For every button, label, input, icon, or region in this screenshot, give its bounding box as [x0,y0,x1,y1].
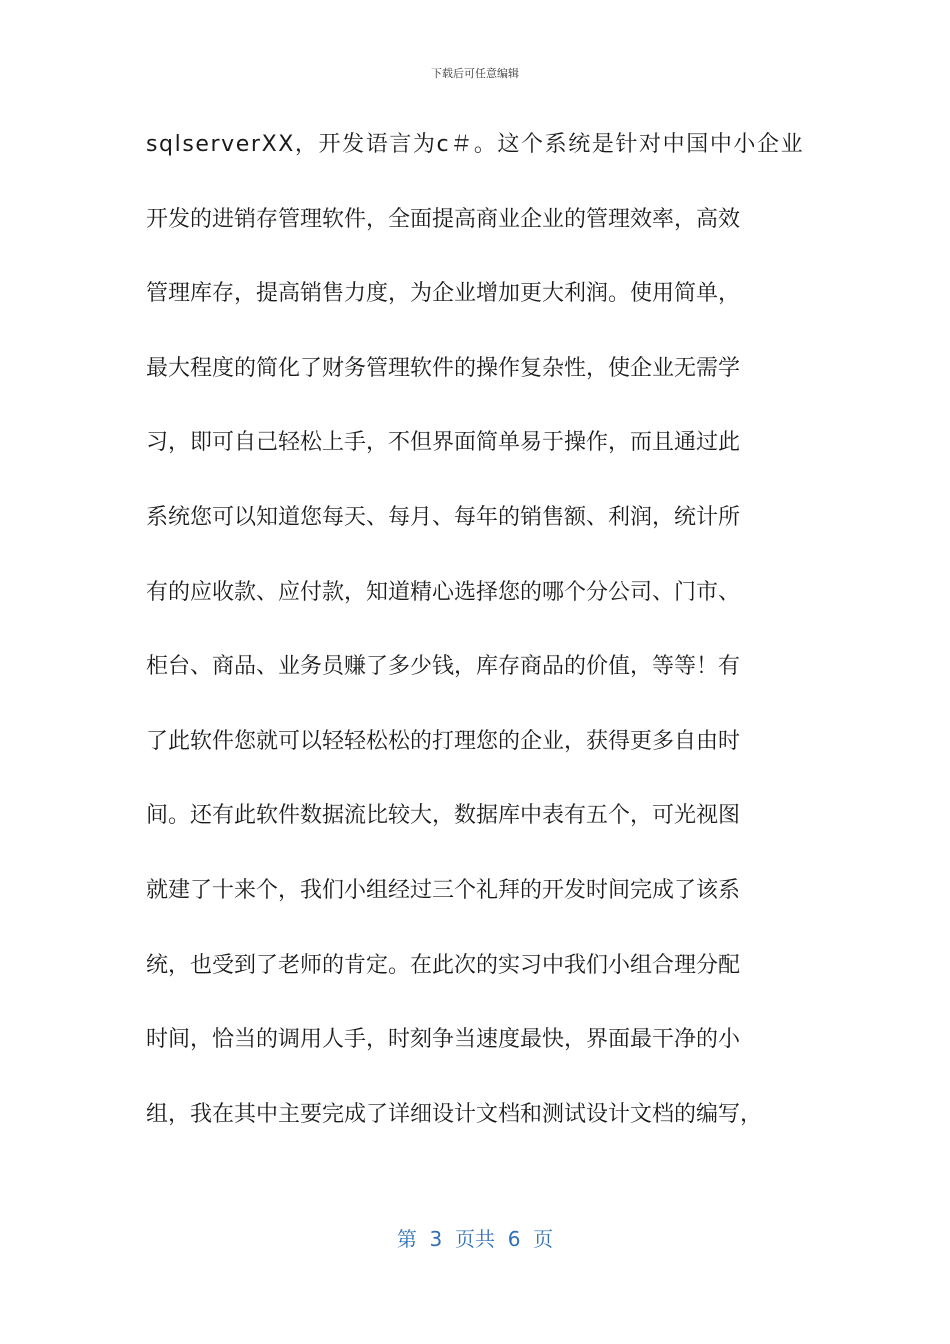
body-line-5: 习，即可自己轻松上手，不但界面简单易于操作，而且通过此 [146,430,741,456]
document-body [146,127,806,1171]
body-line-14: 组，我在其中主要完成了详细设计文档和测试设计文档的编写， [146,1101,763,1127]
page-number: 第 3 页共 6 页 [396,1227,554,1251]
body-line-11: 就建了十来个，我们小组经过三个礼拜的开发时间完成了该系 [146,877,741,903]
body-line-8: 柜台、商品、业务员赚了多少钱，库存商品的价值，等等！有 [146,654,741,680]
body-line-3: 管理库存，提高销售力度，为企业增加更大利润。使用简单， [146,281,741,307]
page-header: 下载后可任意编辑 [431,67,519,80]
body-line-12: 统，也受到了老师的肯定。在此次的实习中我们小组合理分配 [146,952,741,978]
body-line-1: sqlserverXX，开发语言为c＃。这个系统是针对中国中小企业 [146,132,805,157]
body-line-4: 最大程度的简化了财务管理软件的操作复杂性，使企业无需学 [146,355,741,381]
body-line-7: 有的应收款、应付款，知道精心选择您的哪个分公司、门市、 [146,579,741,605]
body-line-13: 时间，恰当的调用人手，时刻争当速度最快，界面最干净的小 [146,1027,741,1053]
body-line-6: 系统您可以知道您每天、每月、每年的销售额、利润，统计所 [146,504,741,530]
body-line-9: 了此软件您就可以轻轻松松的打理您的企业，获得更多自由时 [146,728,741,754]
body-line-2: 开发的进销存管理软件，全面提高商业企业的管理效率，高效 [146,206,741,232]
body-line-10: 间。还有此软件数据流比较大，数据库中表有五个，可光视图 [146,803,741,829]
